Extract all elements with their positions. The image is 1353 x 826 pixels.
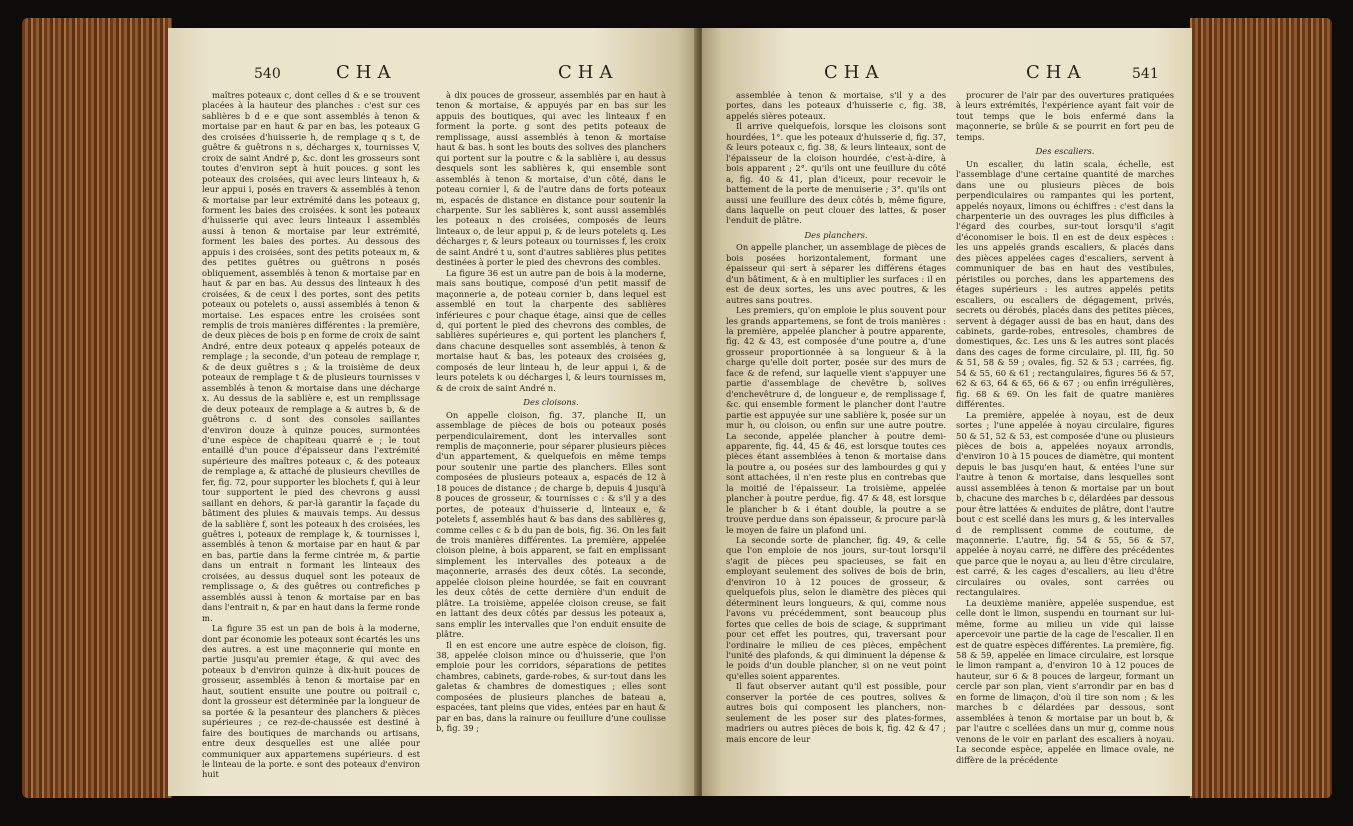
page-edges-left <box>22 18 172 798</box>
text-column-2 <box>956 90 1174 796</box>
right-page <box>702 28 1192 796</box>
paragraph: La figure 35 est un pan de bois à la moderne, dont par économie les poteaux sont écartés les uns des autres. a est une maçonnerie qui monte en partie jusqu'au premier étage, & qui avec des poteaux b d'environ quinze à dix-huit pouces de grosseur, assemblés à tenon & mortaise par en haut, soutient ensuite une poutre ou poitrail c, dont la grosseur est déterminée par la longueur de sa portée & la pesanteur des planchers & pièces supérieures ; ce rez-de-chaussée est destiné à faire des boutiques de marchands ou artisans, entre deux desquelles est une allée pour communiquer aux appartemens supérieurs. d est le linteau de la porte. e sont des poteaux d'environ huit <box>202 623 420 780</box>
paragraph: maîtres poteaux c, dont celles d & e se trouvent placées à la hauteur des planches : c'est sur ces sablières b d e e que sont assemblés à tenon & mortaise par en haut & par en bas, les poteaux G des croisées d'huisserie h, de remplage q s t, de guêtre & guêtrons n s, décharges x, tournisses V, croix de saint André p, &c. dont les grosseurs sont toutes d'environ sept à huit pouces. g sont les poteaux des croisées, qui avec leurs linteaux h, & leur appui i, posés en travers & assemblés à tenon & mortaise par leur extrémité dans les poteaux g, forment les baies des croisées. k sont les poteaux d'huisserie qui avec leurs linteaux l assemblés aussi à tenon & mortaise par leur extrémité, forment les baies des portes. Au dessous des appuis i des croisées, sont des petits poteaux m, & des petites guêtres ou guêtrons n posés obliquement, assemblés à tenon & mortaise par en haut & par en bas. Au dessus des linteaux h des croisées, & de ceux l des portes, sont des petits poteaux ou potelets o, aussi assemblés à tenon & mortaise. Les espaces entre les croisées sont remplis de trois manières différentes : la première, de deux pièces de bois p en forme de croix de saint André, entre deux poteaux q appelés poteaux de remplage ; la seconde, d'un poteau de remplage r, & de deux guêtres s ; & la troisième de deux poteaux de remplage t & de plusieurs tournisses v assemblés à tenon & mortaise dans une décharge x. Au dessus de la sablière e, est un remplissage de deux poteaux de remplage a & autres b, & de guêtrons c. d sont des consoles saillantes d'environ douze à quinze pouces, surmontées d'une espèce de chapiteau quarré e ; le tout entaillé d'un pouce d'épaisseur dans l'extrémité supérieure des maîtres poteaux c, & des poteaux de remplage a, & attaché de plusieurs chevilles de fer, fig. 72, pour supporter les blochets f, qui à leur tour supportent le pied des chevrons g aussi saillant en dehors, & par-là garantir la façade du bâtiment des pluies & mauvais temps. Au dessus de la sablière f, sont les poteaux h des croisées, les guêtres i, poteaux de remplage k, & tournisses l, assemblés à tenon & mortaise par en haut & par en bas, partie dans la ferme cintrée m, & partie dans un entrait n formant les linteaux des croisées, au dessus duquel sont les poteaux de remplissage o, & des guêtres ou contrefiches p assemblés aussi à tenon & mortaise par en bas dans l'entrait n, & par en haut dans la ferme ronde m. <box>202 90 420 623</box>
paragraph: procurer de l'air par des ouvertures pratiquées à leurs extrémités, l'expérience ayant fait voir de tout temps que le bois enfermé dans la maçonnerie, se brûle & se pourrit en fort peu de temps. <box>956 90 1174 142</box>
paragraph: Un escalier, du latin scala, échelle, est l'assemblage d'une certaine quantité de marches dans une ou plusieurs pièces de bois perpendiculaires ou rampantes qui les portent, appelés noyaux, limons ou échiffres : c'est dans la charpenterie un des ouvrages les plus difficiles à l'égard des courbes, sur-tout lorsqu'il s'agit d'économiser le bois. Il en est de deux espèces : les uns appelés grands escaliers, & placés dans des pièces appelées cages d'escaliers, servent à communiquer de bas en haut des vestibules, péristiles ou porches, dans les appartemens des étages supérieurs : les autres appelés petits escaliers, ou escaliers de dégagement, privés, secrets ou dérobés, placés dans des petites pièces, servent à dégager aussi de bas en haut, dans des cabinets, garde-robes, entresoles, chambres de domestiques, &c. Les uns & les autres sont placés dans des cages de forme circulaire, pl. III, fig. 50 & 51, 58 & 59 ; ovales, fig. 52 & 53 ; carrées, fig. 54 & 55, 60 & 61 ; rectangulaires, figures 56 & 57, 62 & 63, 64 & 65, 66 & 67 ; ou enfin irrégulières, fig. 68 & 69. On les fait de quatre manières différentes. <box>956 158 1174 410</box>
paragraph: à dix pouces de grosseur, assemblés par en haut à tenon & mortaise, & appuyés par en bas sur les appuis des boutiques, qui avec les linteaux f en forment la porte. g sont des petits poteaux de remplissage, aussi assemblés à tenon & mortaise haut & bas. h sont les bouts des solives des planchers qui portent sur la poutre c & la sablière i, au dessus desquels sont les sablières k, qui ensemble sont assemblés à tenon & mortaise, d'un côté, dans le poteau cornier l, & de l'autre dans de forts poteaux m, espacés de distance en distance pour soutenir la charpente. Sur les sablières k, sont aussi assemblés les poteaux n des croisées, composés de leurs linteaux o, de leur appui p, & de leurs potelets q. Les décharges r, & leurs poteaux ou tournisses f, les croix de saint André t u, sont d'autres sablières plus petites destinées à porter le pied des chevrons des combles. <box>436 90 666 268</box>
paragraph: Il en est encore une autre espèce de cloison, fig. 38, appelée cloison mince ou d'huisserie, que l'on emploie pour les corridors, séparations de petites chambres, cabinets, garde-robes, & sur-tout dans les galetas & chambres de domestiques ; elles sont composées de plusieurs planches de bateau a, espacées, tant pleins que vides, entées par en haut & par en bas, dans la rainure ou feuillure d'une coulisse b, fig. 39 ; <box>436 639 666 734</box>
paragraph: La deuxième manière, appelée suspendue, est celle dont le limon, suspendu en tournant sur lui-même, forme au milieu un vide qui laisse apercevoir une partie de la cage de l'escalier. Il en est de quatre espèces différentes. La première, fig. 58 & 59, appelée en limace circulaire, est lorsque le limon rampant a, d'environ 10 à 12 pouces de hauteur, sur 6 & 8 pouces de largeur, formant un cercle par son plan, vient s'arrondir par en bas d en forme de limaçon, d'où il tire son nom ; & les marches b c délardées par dessous, sont assemblées à tenon & mortaise par un bout b, & par l'autre c scellées dans un mur g, comme nous venons de le voir en parlant des escaliers à noyau. La seconde espèce, appelée en limace ovale, ne diffère de la précédente <box>956 597 1174 765</box>
page-number: 541 <box>1132 66 1159 82</box>
paragraph: La figure 36 est un autre pan de bois à la moderne, mais sans boutique, composé d'un petit massif de maçonnerie a, de poteau cornier b, dans lequel est assemblé en tout la charpente des sablières inférieures c pour chaque étage, ainsi que de celles d, qui portent le pied des chevrons des combles, de sablières supérieures e, qui portent les planchers f, dans chacune desquelles sont assemblés, à tenon & mortaise haut & bas, les poteaux des croisées g, composés de leur linteau h, de leur appui i, & de leurs potelets k ou décharges l, & leurs tournisses m, & de croix de saint André n. <box>436 267 666 393</box>
paragraph: Les premiers, qu'on emploie le plus souvent pour les grands appartemens, se font de trois manières : la première, appelée plancher à poutre apparente, fig. 42 & 43, est composée d'une poutre a, d'une grosseur proportionnée à sa longueur & à la charge qu'elle doit porter, posée sur des murs de face & de refend, sur laquelle vient s'appuyer une partie d'assemblage de chevêtre b, solives d'enchevêtrure d, de longueur e, de remplissage f, &c. qui ensemble forment le plancher dont l'autre partie est appuyée sur une sablière k, posée sur un mur h, ou cloison, ou enfin sur une autre poutre. La seconde, appelée plancher à poutre demi-apparente, fig. 44, 45 & 46, est lorsque toutes ces pièces étant assemblées à tenon & mortaise dans la poutre a, ou posées sur des lambourdes g qui y sont attachées, il n'en reste plus en contrebas que la moitié de l'épaisseur. La troisième, appelée plancher à poutre perdue, fig. 47 & 48, est lorsque le plancher b & i étant double, la poutre a se trouve perdue dans son épaisseur, & procure par-là le moyen de faire un plafond uni. <box>726 305 946 535</box>
running-head: CHA <box>558 62 619 83</box>
paragraph: La première, appelée à noyau, est de deux sortes ; l'une appelée à noyau circulaire, figures 50 & 51, 52 & 53, est composée d'une ou plusieurs pièces de bois a, appelées noyaux arrondis, d'environ 10 à 15 pouces de diamètre, qui montent depuis le bas jusqu'en haut, & entées l'une sur l'autre à tenon & mortaise, dans lesquelles sont aussi assemblées à tenon & mortaise par un bout b, chacune des marches b c, délardées par dessous pour être lattées & enduites de plâtre, dont l'autre bout c est scellé dans les murs g, & les intervalles d de remplissent comme de coutume, de maçonnerie. L'autre, fig. 54 & 55, 56 & 57, appelée à noyau carré, ne diffère des précédentes que parce que le noyau a, au lieu d'être circulaire, est carré, & les cages d'escaliers, au lieu d'être circulaires ou ovales, sont carrées ou rectangulaires. <box>956 409 1174 598</box>
section-heading: Des cloisons. <box>523 397 579 408</box>
page-edges-right <box>1190 18 1332 798</box>
text-column-1 <box>202 90 420 796</box>
page-number: 540 <box>254 66 281 82</box>
left-page <box>168 28 698 796</box>
text-column-2 <box>436 90 666 796</box>
paragraph: On appelle cloison, fig. 37, planche II, un assemblage de pièces de bois ou poteaux posés perpendiculairement, dont les intervalles sont remplis de maçonnerie, pour séparer plusieurs pièces d'un appartement, & quelquefois en même temps pour soutenir une partie des planchers. Elles sont composées de plusieurs poteaux a, espacés de 12 à 18 pouces de distance ; de charge b, depuis 4 jusqu'à 8 pouces de grosseur, & tournisses c : & s'il y a des portes, de poteaux d'huisserie d, linteaux e, & potelets f, assemblés haut & bas dans des sablières g, comme celles c & b du pan de bois, fig. 36. On les fait de trois manières différentes. La première, appelée cloison pleine, à bois apparent, se fait en emplissant simplement les intervalles des poteaux a de maçonnerie, arrasés des deux côtés. La seconde, appelée cloison pleine hourdée, se fait en couvrant les deux côtés de cette dernière d'un enduit de plâtre. La troisième, appelée cloison creuse, se fait en lattant des deux côtés par dessus les poteaux a, sans emplir les intervalles que l'on enduit ensuite de plâtre. <box>436 409 666 640</box>
running-head: CHA <box>336 62 397 83</box>
paragraph: La seconde sorte de plancher, fig. 49, & celle que l'on emploie de nos jours, sur-tout lorsqu'il s'agit de pièces peu spacieuses, se fait en employant seulement des solives de bois de brin, d'environ 10 à 12 pouces de grosseur, & quelquefois plus, selon le diamètre des pièces qui déterminent leurs longueurs, & qui, comme nous l'avons vu précédemment, sont beaucoup plus fortes que celles de bois de sciage, & supprimant pour cet effet les poutres, qui, traversant pour l'ordinaire le milieu de ces pièces, empêchent l'unité des plafonds, & qui diminuent la dépense & le poids d'un double plancher, si on ne veut point qu'elles soient apparentes. <box>726 535 946 681</box>
section-heading: Des escaliers. <box>1035 146 1095 157</box>
text-column-1 <box>726 90 946 796</box>
section-heading: Des planchers. <box>804 229 868 240</box>
running-head: CHA <box>824 62 885 83</box>
paragraph: assemblée à tenon & mortaise, s'il y a des portes, dans les poteaux d'huisserie c, fig. 38, appelés sières poteaux. <box>726 90 946 121</box>
running-head: CHA <box>1026 62 1087 83</box>
paragraph: Il faut observer autant qu'il est possible, pour conserver la portée de ces poutres, solives & autres bois qui composent les planchers, non-seulement de les poser sur des plates-formes, madriers ou autres pièces de bois k, fig. 42 & 47 ; mais encore de leur <box>726 681 946 744</box>
paragraph: Il arrive quelquefois, lorsque les cloisons sont hourdées, 1°. que les poteaux d'huisserie d, fig. 37, & leurs poteaux c, fig. 38, & leurs linteaux, sont de l'épaisseur de la cloison hourdée, c'est-à-dire, à bois apparent ; 2°. qu'ils ont une feuillure du côté a, fig. 40 & 41, plan d'iceux, pour recevoir le battement de la porte de menuiserie ; 3°. qu'ils ont aussi une feuillure des deux côtés b, même figure, dans laquelle on peut clouer des lattes, & poser l'enduit de plâtre. <box>726 121 946 226</box>
paragraph: On appelle plancher, un assemblage de pièces de bois posées horizontalement, formant une épaisseur qui sert à séparer les différens étages d'un bâtiment, & à en multiplier les surfaces : il en est de deux sortes, les uns avec poutres, & les autres sans poutres. <box>726 242 946 305</box>
